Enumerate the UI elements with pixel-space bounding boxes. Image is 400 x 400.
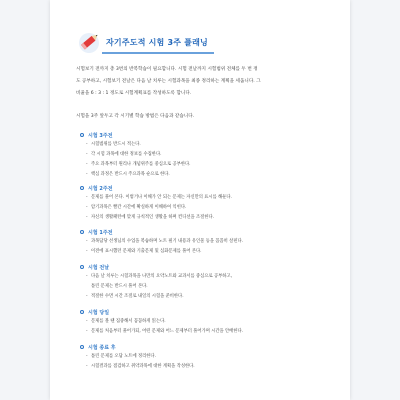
- intro-line: 시험보기 전까지 총 3번의 반복학습이 필요합니다. 시험 전날까지 시험범위 전체를 두 번 정: [76, 67, 258, 72]
- list-item-text: 과목담당 선생님의 수업을 복습하며 노트 필기 내용과 유인물 등을 꼼꼼히 살핀다.: [91, 239, 243, 244]
- list-item-text: 자신의 생활패턴에 맞게 규칙적인 생활을 하며 컨디션을 조절한다.: [91, 215, 214, 220]
- section-title-text: 시험 당일: [88, 309, 110, 316]
- section-title-text: 시험 3주전: [88, 132, 113, 139]
- section-title-text: 시험 2주전: [88, 185, 113, 192]
- list-item: - 과목담당 선생님의 수업을 복습하며 노트 필기 내용과 유인물 등을 꼼꼼히 살핀다.: [80, 237, 320, 247]
- title-underline: [102, 52, 214, 54]
- section-title-text: 시험 종료 후: [88, 344, 116, 351]
- list-item: - 암기과목은 빨간 시간에 확실하게 이해하여 익힌다.: [80, 203, 320, 213]
- section-title: [80, 262, 320, 272]
- circle-bullet-icon: [80, 265, 84, 269]
- circle-bullet-icon: [80, 345, 84, 349]
- intro-line: 도 공부하고, 시험보기 전날은 다음 날 치루는 시험과목을 최종 정리하는 계획을 세웁니다. 그: [76, 79, 261, 84]
- list-item-text: 각 시험 과목에 대한 정보를 수집한다.: [91, 152, 162, 157]
- list-item: - 주요 과목부터 원리나 개념위주를 중심으로 공부한다.: [80, 160, 320, 170]
- list-item-text: 문제를 처음부터 풀어가되, 어떤 문제와 어느 문제부터 풀어가며 시간을 안배한다.: [91, 329, 243, 334]
- section-3-weeks-before: [80, 130, 320, 180]
- list-item: - 핵심 과정은 반드시 주요과목 순으로 한다.: [80, 170, 320, 180]
- list-item: - 시험결과를 점검하고 취약과목에 대한 계획을 작성한다.: [80, 362, 320, 372]
- section-title: [80, 307, 320, 317]
- list-item-text: 시험범위를 반드시 적는다.: [91, 142, 141, 147]
- section-title: [80, 342, 320, 352]
- list-item-text: 틀린 문제를 오답 노트에 정리한다.: [91, 354, 156, 359]
- list-item-text: 다음 날 치루는 시험과목을 나만의 요약노트와 교과서를 중심으로 공부하고,: [91, 274, 232, 279]
- section-title-text: 시험 전날: [88, 264, 110, 271]
- circle-bullet-icon: [80, 186, 84, 190]
- section-title: [80, 130, 320, 140]
- list-item-text: 핵심 과정은 반드시 주요과목 순으로 한다.: [91, 172, 170, 177]
- section-title: [80, 227, 320, 237]
- intro-line: 비율을 6 : 3 : 1 정도로 시험계획표를 작성하도록 합니다.: [76, 91, 192, 96]
- list-item-text: 문제를 풀어 본다. 이렇거나 이해가 안 되는 문제는 자신만의 표시를 해둔다.: [91, 195, 232, 200]
- list-item: - 적절한 수면 시간 조절로 내일의 시험을 준비한다.: [80, 292, 320, 302]
- page-title: 자기주도적 시험 3주 플래닝: [106, 37, 208, 47]
- section-title: [80, 183, 320, 193]
- section-after-exam: [80, 342, 320, 372]
- list-item-text: 문제를 볼 땐 집중해서 꼼꼼하게 읽는다.: [91, 319, 166, 324]
- lead-text: 시험을 3주 앞두고 각 시기별 학습 방법은 다음과 같습니다.: [76, 114, 195, 119]
- list-item-continuation: [80, 282, 320, 292]
- list-item-text: 틀린 문제는 반드시 풀어 본다.: [91, 284, 148, 289]
- list-item: - 시험범위를 반드시 적는다.: [80, 140, 320, 150]
- section-1-week-before: [80, 227, 320, 257]
- list-item-text: 암기과목은 빨간 시간에 확실하게 이해하여 익힌다.: [91, 205, 187, 210]
- list-item: - 다음 날 치루는 시험과목을 나만의 요약노트와 교과서를 중심으로 공부하고,: [80, 272, 320, 282]
- list-item: - 문제를 처음부터 풀어가되, 어떤 문제와 어느 문제부터 풀어가며 시간을 안배한다.: [80, 327, 320, 337]
- list-item-text: 적절한 수면 시간 조절로 내일의 시험을 준비한다.: [91, 294, 184, 299]
- list-item: - 각 시험 과목에 대한 정보를 수집한다.: [80, 150, 320, 160]
- list-item: - 자신의 생활패턴에 맞게 규칙적인 생활을 하며 컨디션을 조절한다.: [80, 213, 320, 223]
- document-header: [76, 30, 208, 54]
- circle-bullet-icon: [80, 230, 84, 234]
- document-page: [50, 0, 350, 400]
- section-exam-day: [80, 307, 320, 337]
- list-item-text: 이전에 표시했던 문제와 기출문제 및 심화문제를 풀어 본다.: [91, 249, 202, 254]
- section-day-before: [80, 262, 320, 302]
- pencil-icon: [76, 29, 102, 55]
- section-2-weeks-before: [80, 183, 320, 223]
- list-item-text: 시험결과를 점검하고 취약과목에 대한 계획을 작성한다.: [91, 364, 195, 369]
- list-item-text: 주요 과목부터 원리나 개념위주를 중심으로 공부한다.: [91, 162, 191, 167]
- intro-paragraph: [76, 64, 326, 100]
- list-item: - 틀린 문제를 오답 노트에 정리한다.: [80, 352, 320, 362]
- list-item: - 문제를 풀어 본다. 이렇거나 이해가 안 되는 문제는 자신만의 표시를 해둔다.: [80, 193, 320, 203]
- circle-bullet-icon: [80, 133, 84, 137]
- list-item: - 문제를 볼 땐 집중해서 꼼꼼하게 읽는다.: [80, 317, 320, 327]
- section-title-text: 시험 1주전: [88, 229, 113, 236]
- circle-bullet-icon: [80, 310, 84, 314]
- list-item: - 이전에 표시했던 문제와 기출문제 및 심화문제를 풀어 본다.: [80, 247, 320, 257]
